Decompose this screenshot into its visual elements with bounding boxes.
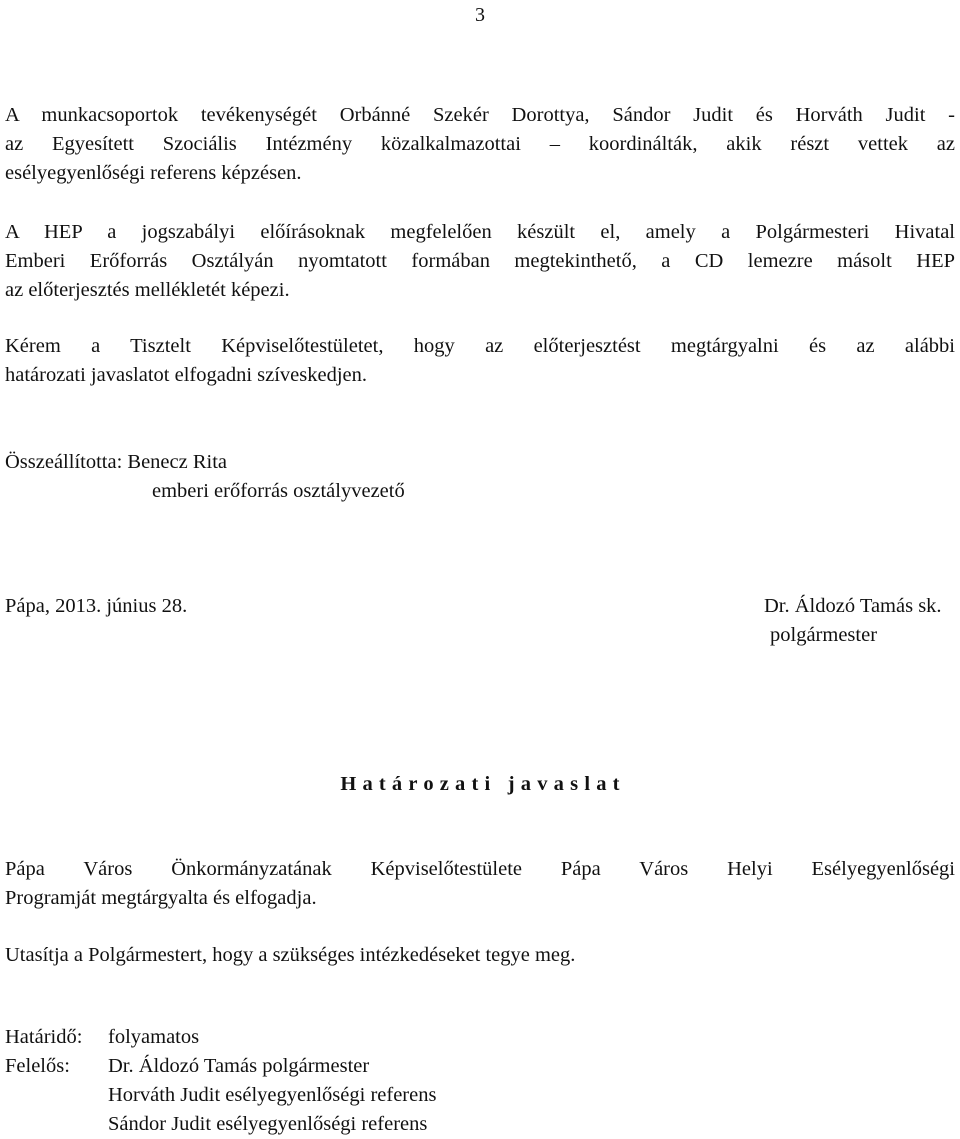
responsible-value: Sándor Judit esélyegyenlőségi referens (108, 1113, 428, 1135)
signer-title: polgármester (770, 624, 878, 646)
responsible-row (5, 1052, 369, 1081)
deadline-value: folyamatos (108, 1026, 200, 1048)
responsible-value: Horváth Judit esélyegyenlőségi referens (108, 1084, 437, 1106)
compiled-by-role: emberi erőforrás osztályvezető (152, 480, 405, 502)
paragraph-working-groups (5, 101, 955, 188)
paragraph-hep (5, 218, 955, 305)
deadline-row (5, 1023, 199, 1052)
paragraph-line: határozati javaslatot elfogadni szíveskedjen. (5, 364, 368, 386)
resolution-title: Határozati javaslat (340, 773, 626, 795)
paragraph-line: Pápa Város Önkormányzatának Képviselőtestülete Pápa Város Helyi Esélyegyenlőségi (5, 858, 955, 880)
place-date: Pápa, 2013. június 28. (5, 595, 188, 617)
paragraph-line: az előterjesztés mellékletét képezi. (5, 279, 290, 301)
paragraph-line: A munkacsoportok tevékenységét Orbánné Szekér Dorottya, Sándor Judit és Horváth Judit - (5, 104, 955, 126)
paragraph-line: esélyegyenlőségi referens képzésen. (5, 162, 302, 184)
responsible-label: Felelős: (5, 1055, 70, 1077)
resolution-paragraph-2 (5, 941, 955, 970)
resolution-paragraph-1 (5, 855, 955, 913)
paragraph-line: Programját megtárgyalta és elfogadja. (5, 887, 317, 909)
compiled-by-label: Összeállította: Benecz Rita (5, 451, 228, 473)
page-number: 3 (475, 4, 485, 26)
deadline-label: Határidő: (5, 1026, 83, 1048)
paragraph-line: Utasítja a Polgármestert, hogy a szükséges intézkedéseket tegye meg. (5, 944, 576, 966)
paragraph-request (5, 332, 955, 390)
paragraph-line: Kérem a Tisztelt Képviselőtestületet, hogy az előterjesztést megtárgyalni és az alábbi (5, 335, 955, 357)
compiled-by (5, 448, 405, 506)
paragraph-line: az Egyesített Szociális Intézmény közalkalmazottai – koordinálták, akik részt vettek az (5, 133, 955, 155)
paragraph-line: Emberi Erőforrás Osztályán nyomtatott formában megtekinthető, a CD lemezre másolt HEP (5, 250, 955, 272)
signer-name: Dr. Áldozó Tamás sk. (764, 595, 942, 617)
paragraph-line: A HEP a jogszabályi előírásoknak megfelelően készült el, amely a Polgármesteri Hivatal (5, 221, 955, 243)
responsible-value: Dr. Áldozó Tamás polgármester (108, 1055, 370, 1077)
